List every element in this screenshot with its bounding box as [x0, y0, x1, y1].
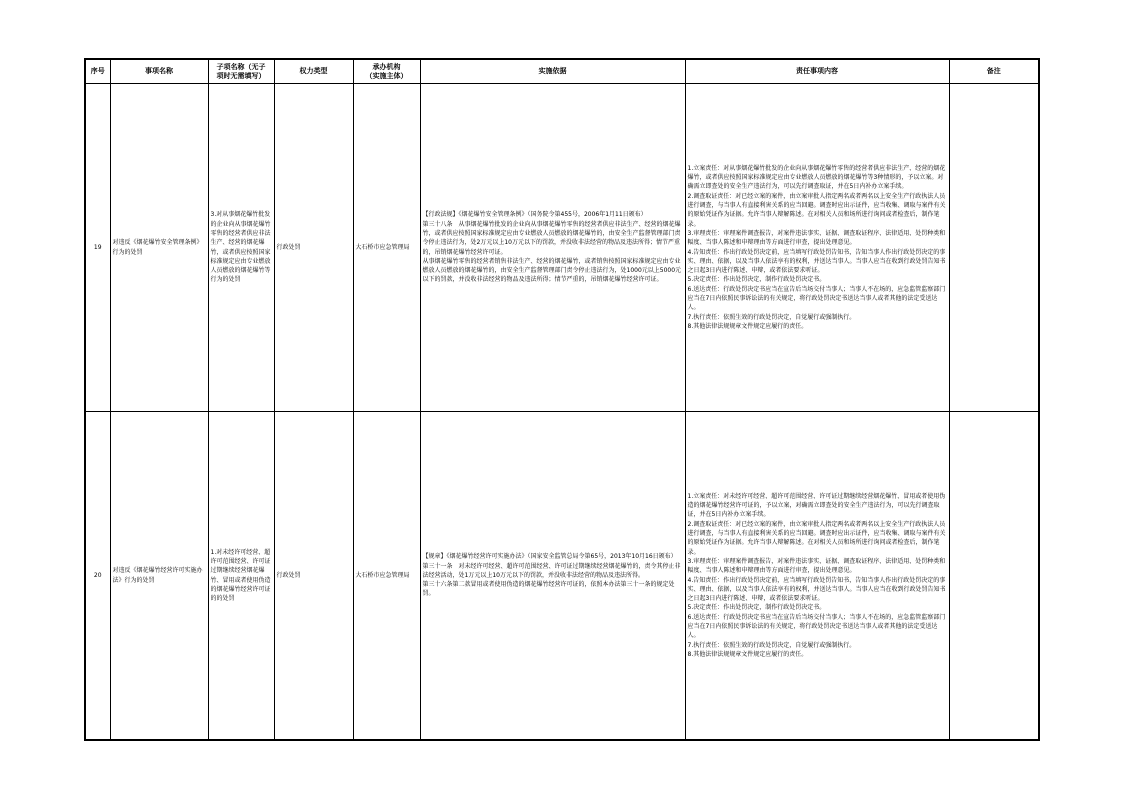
row-organization: 大石桥市应急管理局 — [353, 84, 420, 412]
power-list-table — [84, 58, 1040, 741]
header-remarks: 备注 — [949, 59, 1039, 84]
row-legal-basis: 【行政法规】《烟花爆竹安全管理条例》（国务院令第455号，2006年1月11日颁布） 第三十八条 从事烟花爆竹批发的企业向从事烟花爆竹零售的经营者供应非法生产、经营的烟花爆竹，或者供应按照国家标准规定应由专业燃放人员燃放的烟花爆竹的，由安全生产监督管理部门责令停止违法行为，处2万元以上10万元以下的罚款，并没收非法经营的物品及违法所得；情节严重的，吊销烟花爆竹经营许可证。 从事烟花爆竹零售的经营者销售非法生产、经营的烟花爆竹，或者销售按照国家标准规定应由专业燃放人员燃放的烟花爆竹的，由安全生产监督管理部门责令停止违法行为，处1000元以上5000元以下的罚款，并没收非法经营的物品及违法所得；情节严重的，吊销烟花爆竹经营许可证。 — [420, 84, 685, 412]
row-sub-item: 3.对从事烟花爆竹批发的企业向从事烟花爆竹零售的经营者供应非法生产、经营的烟花爆竹，或者供应按照国家标准规定应由专业燃放人员燃放的烟花爆竹等行为的处罚 — [208, 84, 274, 412]
header-seq: 序号 — [85, 59, 110, 84]
row-item-name: 对违反《烟花爆竹经营许可实施办法》行为的处罚 — [110, 412, 208, 741]
row-legal-basis: 【规章】《烟花爆竹经营许可实施办法》（国家安全监管总局令第65号，2013年10月16日颁布） 第三十一条 对未经许可经营、超许可范围经营、许可证过期继续经营烟花爆竹的，责令其停止非法经营活动，处1万元以上10万元以下的罚款，并没收非法经营的物品及违法所得。 第三十六条第二款冒用或者使用伪造的烟花爆竹经营许可证的，依照本办法第三十一条的规定处罚。 — [420, 412, 685, 741]
header-responsibility: 责任事项内容 — [685, 59, 949, 84]
row-organization: 大石桥市应急管理局 — [353, 412, 420, 741]
row-remarks — [949, 412, 1039, 741]
row-power-type: 行政处罚 — [274, 84, 353, 412]
row-remarks — [949, 84, 1039, 412]
row-responsibility: 1.立案责任：对未经许可经营、超许可范围经营、许可证过期继续经营烟花爆竹、冒用或者使用伪造的烟花爆竹经营许可证的，予以立案，对确需立即查处的安全生产违法行为，可以先行调查取证，并在5日内补办立案手续。 2.调查取证责任：对已经立案的案件，由立案审批人指定两名或者两名以上安全生产行政执法人员进行调查，与当事人有直接利害关系的应当回避。调查时应出示证件，应当收集、调取与案件有关的原始凭证作为证据。允许当事人辩解陈述。在对相关人员和场所进行询问或者检查后，制作笔录。 3.审理责任：审理案件调查报告，对案件违法事实、证据、调查取证程序、法律适用、处罚种类和幅度、当事人陈述和申辩理由等方面进行审查，提出处理意见。 4.告知责任：作出行政处罚决定前，应当填写行政处罚告知书，告知当事人作出行政处罚决定的事实、理由、依据，以及当事人依法享有的权利，并送达当事人。当事人应当在收到行政处罚告知书之日起3日内进行陈述、申辩，或者依法要求听证。 5.决定责任：作出处罚决定，制作行政处罚决定书。 6.送达责任：行政处罚决定书应当在宣告后当场交付当事人；当事人不在场的，应急监管监察部门应当在7日内依照民事诉讼法的有关规定，将行政处罚决定书送达当事人或者其他的法定受送达人。 7.执行责任：依照生效的行政处罚决定，自觉履行或强制执行。 8.其他法律法规规章文件规定应履行的责任。 — [685, 412, 949, 741]
row-sub-item: 1.对未经许可经营、超许可范围经营、许可证过期继续经营烟花爆竹、冒用或者使用伪造的烟花爆竹经营许可证的的处罚 — [208, 412, 274, 741]
table-row — [85, 84, 1039, 412]
row-item-name: 对违反《烟花爆竹安全管理条例》行为的处罚 — [110, 84, 208, 412]
row-responsibility: 1.立案责任：对从事烟花爆竹批发的企业向从事烟花爆竹零售的经营者供应非法生产、经营的烟花爆竹，或者供应按照国家标准规定应由专业燃放人员燃放的烟花爆竹等3种情形的，予以立案。对确需立即查处的安全生产违法行为，可以先行调查取证，并在5日内补办立案手续。 2.调查取证责任：对已经立案的案件，由立案审批人指定两名或者两名以上安全生产行政执法人员进行调查，与当事人有直接利害关系的应当回避。调查时应出示证件，应当收集、调取与案件有关的原始凭证作为证据。允许当事人辩解陈述。在对相关人员和场所进行询问或者检查后，制作笔录。 3.审理责任：审理案件调查报告，对案件违法事实、证据、调查取证程序、法律适用、处罚种类和幅度、当事人陈述和申辩理由等方面进行审查，提出处理意见。 4.告知责任：作出行政处罚决定前，应当填写行政处罚告知书，告知当事人作出行政处罚决定的事实、理由、依据，以及当事人依法享有的权利，并送达当事人。当事人应当在收到行政处罚告知书之日起3日内进行陈述、申辩，或者依法要求听证。 5.决定责任：作出处罚决定，制作行政处罚决定书。 6.送达责任：行政处罚决定书应当在宣告后当场交付当事人；当事人不在场的，应急监管监察部门应当在7日内依照民事诉讼法的有关规定，将行政处罚决定书送达当事人或者其他的法定受送达人。 7.执行责任：依照生效的行政处罚决定，自觉履行或强制执行。 8.其他法律法规规章文件规定应履行的责任。 — [685, 84, 949, 412]
header-power-type: 权力类型 — [274, 59, 353, 84]
row-seq: 20 — [85, 412, 110, 741]
header-row — [85, 59, 1039, 84]
row-seq: 19 — [85, 84, 110, 412]
header-legal-basis: 实施依据 — [420, 59, 685, 84]
header-sub-item: 子项名称（无子 项时无需填写） — [208, 59, 274, 84]
row-power-type: 行政处罚 — [274, 412, 353, 741]
header-organization: 承办机构 （实施主体） — [353, 59, 420, 84]
header-item-name: 事项名称 — [110, 59, 208, 84]
table-row — [85, 412, 1039, 741]
